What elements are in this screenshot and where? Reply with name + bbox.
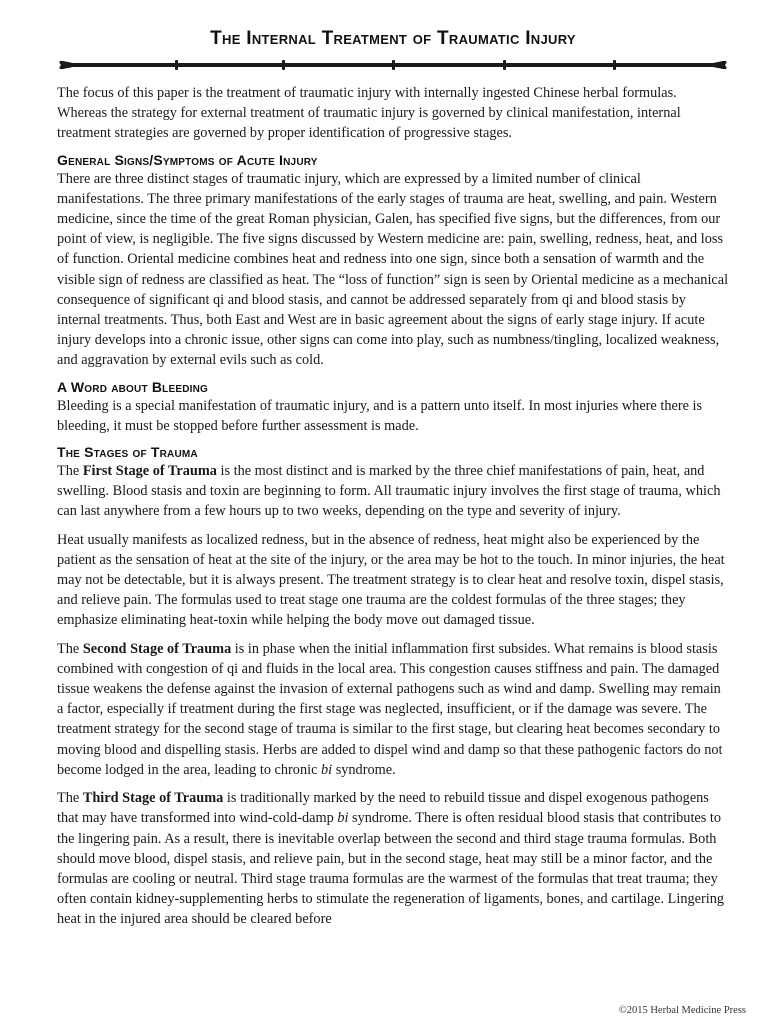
- first-stage-paragraph: The First Stage of Trauma is the most distinct and is marked by the three chief manifestations of pain, heat, and swelling. Blood stasis and toxin are beginning to form. All traumatic injury involves the first stage of trauma, which can last anywhere from a few hours up to two weeks, depending on the type and severity of injury.: [57, 463, 721, 520]
- general-signs-paragraph: There are three distinct stages of traumatic injury, which are expressed by a limited number of clinical manifestations. The three primary manifestations of the early stages of trauma are heat, swelling, and pain. Western medicine, since the time of the great Roman physician, Galen, has specified five signs, but the differences, from our point of view, is negligible. The five signs discussed by Western medicine are: pain, swelling, redness, heat, and loss of function. Oriental medicine combines heat and redness into one sign, since both a sensation of warmth and the visible sign of redness are classified as heat. The “loss of function” sign is seen by Oriental medicine as a mechanical consequence of significant qi and blood stasis, and cannot be addressed separately from qi and blood stasis by internal treatments. Thus, both East and West are in basic agreement about the signs of early stage injury. If acute injury develops into a chronic issue, other signs can come into play, such as numbness/tingling, localized weakness, and aggravation by external evils such as cold.: [57, 170, 729, 369]
- section-heading-stages: The Stages of Trauma: [57, 444, 198, 461]
- bamboo-divider: [57, 57, 729, 73]
- document-page: [57, 28, 729, 930]
- copyright-footer: ©2015 Herbal Medicine Press: [618, 1005, 746, 1016]
- second-stage-paragraph: The Second Stage of Trauma is in phase when the initial inflammation first subsides. What remains is blood stasis combined with congestion of qi and fluids in the local area. This congestion causes stiffness and pain. The damaged tissue weakens the defense against the invasion of external pathogens such as wind and damp. Swelling may remain a factor, especially if treatment during the first stage was neglected, insufficient, or if the damage was severe. The treatment strategy for the second stage of trauma is similar to the first stage, but clearing heat becomes secondary to moving blood and dispelling stasis. Herbs are added to dispel wind and damp so that these pathogenic factors do not become lodged in the area, leading to chronic bi syndrome.: [57, 640, 723, 778]
- bleeding-paragraph: Bleeding is a special manifestation of traumatic injury, and is a pattern unto itself. In most injuries where there is bleeding, it must be stopped before further assessment is made.: [57, 397, 703, 434]
- intro-paragraph: The focus of this paper is the treatment of traumatic injury with internally ingested Chinese herbal formulas. Whereas the strategy for external treatment of traumatic injury is governed by clinical manifestation, internal treatment strategies are governed by proper identification of progressive stages.: [57, 85, 681, 142]
- page-title: The Internal Treatment of Traumatic Injury: [210, 28, 576, 49]
- third-stage-term: Third Stage of Trauma: [82, 790, 224, 807]
- first-stage-term: First Stage of Trauma: [82, 463, 217, 480]
- heat-paragraph: Heat usually manifests as localized redness, but in the absence of redness, heat might also be experienced by the patient as the sensation of heat at the site of the injury, or the area may be hot to the touch. In minor injuries, the heat may not be detectable, but it is always present. The treatment strategy is to clear heat and resolve toxin, dispel stasis, and relieve pain. The formulas used to treat stage one trauma are the coldest formulas of the three stages; they emphasize eliminating heat-toxin while helping the body move out damaged tissue.: [57, 531, 725, 629]
- section-heading-general-signs: General Signs/Symptoms of Acute Injury: [57, 151, 318, 168]
- second-stage-term: Second Stage of Trauma: [82, 640, 232, 657]
- section-heading-bleeding: A Word about Bleeding: [57, 378, 209, 395]
- third-stage-paragraph: The Third Stage of Trauma is traditionally marked by the need to rebuild tissue and dispel exogenous pathogens that may have transformed into wind-cold-damp bi syndrome. There is often residual blood stasis that contributes to the lingering pain. As a result, there is inevitable overlap between the second and third stage trauma formulas. Both should move blood, dispel stasis, and relieve pain, but in the second stage, heat may still be a minor factor, and the formulas are cooling or neutral. Third stage trauma formulas are the warmest of the formulas that treat trauma; they often contain kidney-supplementing herbs to stimulate the regeneration of ligaments, bones, and cartilage. Lingering heat in the injured area should be cleared before: [57, 790, 724, 928]
